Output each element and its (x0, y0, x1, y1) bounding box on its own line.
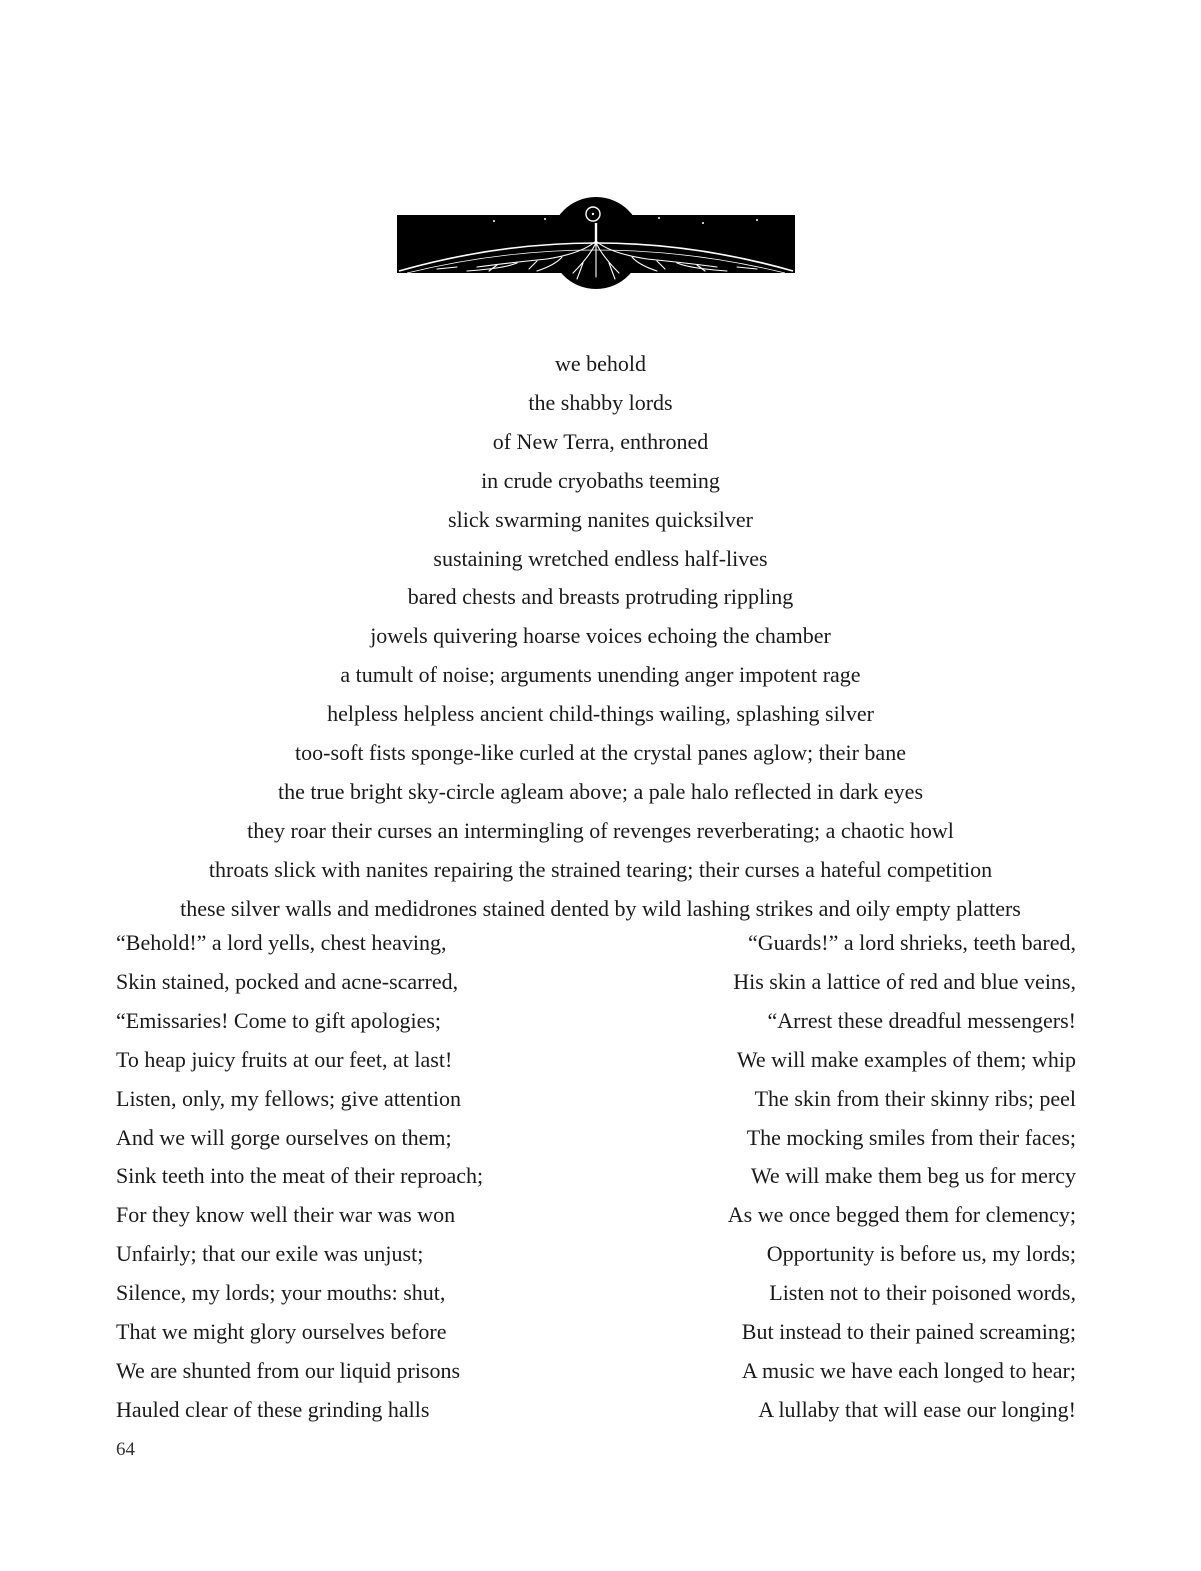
left-column-line: That we might glory ourselves before (116, 1319, 447, 1345)
left-column-line: To heap juicy fruits at our feet, at last! (116, 1046, 453, 1072)
right-column-line: “Arrest these dreadful messengers! (767, 1007, 1076, 1033)
left-column-line: Silence, my lords; your mouths: shut, (116, 1280, 446, 1306)
right-column-line: “Guards!” a lord shrieks, teeth bared, (747, 930, 1076, 955)
right-voice-column (616, 924, 1076, 1430)
left-column-line: Skin stained, pocked and acne-scarred, (116, 968, 459, 994)
page-number: 64 (116, 1439, 135, 1460)
poem-line: we behold (554, 351, 647, 376)
left-column-line: For they know well their war was won (116, 1202, 456, 1228)
left-column-line: And we will gorge ourselves on them; (116, 1124, 452, 1150)
centered-poem (0, 345, 1201, 929)
poem-line: jowels quivering hoarse voices echoing the chamber (370, 623, 831, 649)
poem-line: helpless helpless ancient child-things wailing, splashing silver (327, 701, 874, 727)
right-column-line: The skin from their skinny ribs; peel (754, 1085, 1076, 1111)
left-column-line: Hauled clear of these grinding halls (116, 1396, 430, 1422)
left-voice-column (116, 924, 576, 1430)
right-column-line: Listen not to their poisoned words, (769, 1280, 1076, 1306)
left-column-line: Unfairly; that our exile was unjust; (116, 1241, 424, 1267)
left-column-line: Sink teeth into the meat of their reproach; (116, 1163, 484, 1189)
left-column-line: We are shunted from our liquid prisons (116, 1357, 461, 1383)
poem-line: in crude cryobaths teeming (481, 467, 720, 493)
poem-line: too-soft fists sponge-like curled at the crystal panes aglow; their bane (295, 740, 906, 766)
right-column-line: A music we have each longed to hear; (741, 1357, 1076, 1383)
left-column-line: “Behold!” a lord yells, chest heaving, (116, 930, 447, 955)
right-column-line: As we once begged them for clemency; (727, 1202, 1076, 1228)
tree-roots-horizon-icon (397, 197, 795, 293)
poem-line: bared chests and breasts protruding rippling (407, 584, 794, 610)
poem-line: sustaining wretched endless half-lives (433, 545, 768, 571)
right-column-line: We will make examples of them; whip (736, 1046, 1076, 1072)
poem-line: of New Terra, enthroned (492, 428, 709, 454)
poem-line: the true bright sky-circle agleam above; a pale halo reflected in dark eyes (277, 778, 924, 804)
right-column-line: His skin a lattice of red and blue veins, (733, 968, 1076, 994)
right-column-line: A lullaby that will ease our longing! (758, 1396, 1076, 1422)
poem-line: a tumult of noise; arguments unending anger impotent rage (340, 662, 861, 688)
poem-line: the shabby lords (528, 389, 673, 415)
right-column-line: But instead to their pained screaming; (741, 1319, 1076, 1345)
poem-line: throats slick with nanites repairing the strained tearing; their curses a hateful competition (208, 856, 993, 882)
poem-line: they roar their curses an intermingling of revenges reverberating; a chaotic howl (247, 817, 954, 843)
right-column-line: We will make them beg us for mercy (750, 1163, 1076, 1189)
poem-line: slick swarming nanites quicksilver (448, 506, 753, 532)
right-column-line: Opportunity is before us, my lords; (766, 1241, 1076, 1267)
poem-line: these silver walls and medidrones stained dented by wild lashing strikes and oily empty platters (180, 895, 1021, 921)
left-column-line: Listen, only, my fellows; give attention (116, 1085, 462, 1111)
left-column-line: “Emissaries! Come to gift apologies; (116, 1007, 442, 1033)
right-column-line: The mocking smiles from their faces; (746, 1124, 1076, 1150)
